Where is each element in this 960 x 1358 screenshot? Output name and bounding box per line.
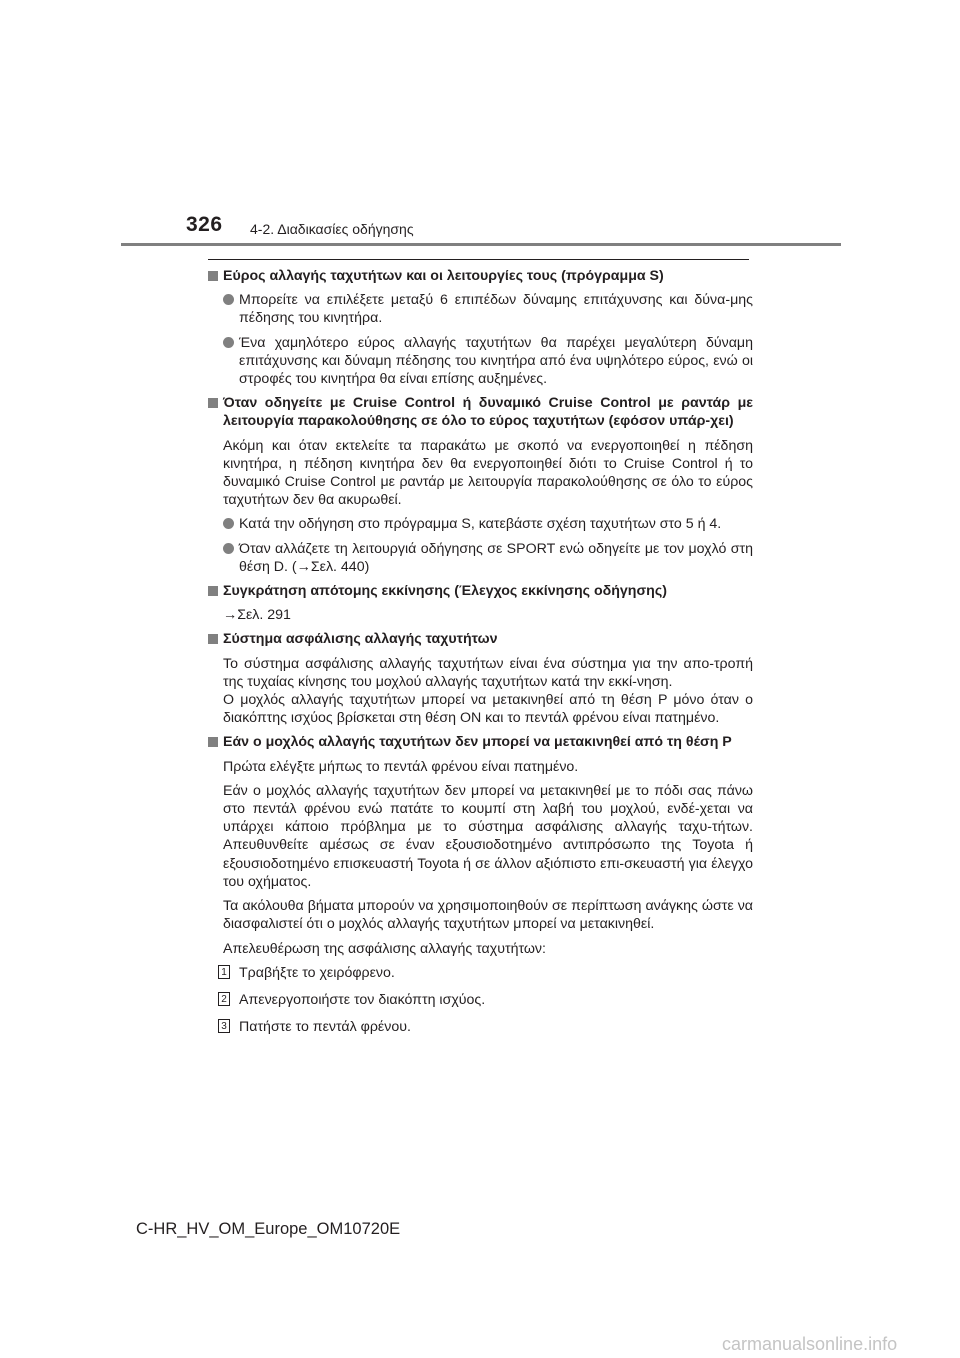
paragraph: Πρώτα ελέγξτε μήπως το πεντάλ φρένου είναι πατημένο. <box>223 758 579 775</box>
section-shift-lock <box>206 630 753 727</box>
circle-bullet-icon <box>223 294 234 305</box>
section-heading: Εύρος αλλαγής ταχυτήτων και οι λειτουργίες τους (πρόγραμμα S) <box>206 267 753 285</box>
section-heading: Όταν οδηγείτε με Cruise Control ή δυναμικό Cruise Control με ραντάρ με λειτουργία παρακολούθησης σε όλο το εύρος ταχυτήτων (εφόσον υπάρ-χει) <box>206 394 753 430</box>
paragraph: Τα ακόλουθα βήματα μπορούν να χρησιμοποιηθούν σε περίπτωση ανάγκης ώστε να διασφαλιστεί ότι ο μοχλός αλλαγής ταχυτήτων μπορεί να μετακινηθεί. <box>223 898 753 933</box>
header-divider <box>121 243 841 246</box>
page-reference: →Σελ. 291 <box>223 607 291 624</box>
step-item: 3 Πατήστε το πεντάλ φρένου. <box>206 1018 753 1036</box>
section-drive-start-control <box>206 582 753 624</box>
circle-bullet-icon <box>223 518 234 529</box>
page-number: 326 <box>186 213 223 236</box>
square-bullet-icon <box>208 271 218 281</box>
step-item: 1 Τραβήξτε το χειρόφρενο. <box>206 964 753 982</box>
paragraph: Το σύστημα ασφάλισης αλλαγής ταχυτήτων είναι ένα σύστημα για την απο-τροπή της τυχαίας κίνησης του μοχλού αλλαγής ταχυτήτων κατά την εκκί-νηση. <box>223 655 753 690</box>
section-heading: Σύστημα ασφάλισης αλλαγής ταχυτήτων <box>206 630 753 648</box>
bullet-item: Μπορείτε να επιλέξετε μεταξύ 6 επιπέδων δύναμης επιτάχυνσης και δύνα-μης πέδησης του κινητήρα. <box>206 291 753 327</box>
section-heading: Συγκράτηση απότομης εκκίνησης (Έλεγχος εκκίνησης οδήγησης) <box>206 582 753 600</box>
bullet-item: Ένα χαμηλότερο εύρος αλλαγής ταχυτήτων θα παρέχει μεγαλύτερη δύναμη επιτάχυνσης και δύναμη πέδησης του κινητήρα από ένα υψηλότερο εύρος, ενώ οι στροφές του κινητήρα θα είναι επίσης αυξημένες. <box>206 334 753 389</box>
content-divider <box>208 259 749 260</box>
paragraph: Απελευθέρωση της ασφάλισης αλλαγής ταχυτήτων: <box>223 940 546 957</box>
bullet-item: Κατά την οδήγηση στο πρόγραμμα S, κατεβάστε σχέση ταχυτήτων στο 5 ή 4. <box>206 515 753 533</box>
square-bullet-icon <box>208 398 218 408</box>
bullet-item: Όταν αλλάζετε τη λειτουργιά οδήγησης σε SPORT ενώ οδηγείτε με τον μοχλό στη θέση D. (→Σελ. 440) <box>206 540 753 576</box>
circle-bullet-icon <box>223 543 234 554</box>
section-shift-lever-stuck <box>206 733 753 1036</box>
square-bullet-icon <box>208 737 218 747</box>
square-bullet-icon <box>208 586 218 596</box>
watermark: carmanualsonline.info <box>722 1334 898 1354</box>
page-header <box>0 0 960 250</box>
paragraph: Εάν ο μοχλός αλλαγής ταχυτήτων δεν μπορεί να μετακινηθεί με το πόδι σας πάνω στο πεντάλ φρένου ενώ πατάτε το κουμπί στη λαβή του μοχλού, ενδέ-χεται να υπάρχει κάποιο πρόβλημα με το σύστημα ασφάλισης αλλαγής ταχυ-τήτων. Απευθυνθείτε αμέσως σε έναν εξουσιοδοτημένο αντιπρόσωπο της Toyota ή εξουσιοδοτημένο επισκευαστή Toyota ή σε άλλον αξιόπιστο επι-σκευαστή για έλεγχο του οχήματος. <box>223 782 753 890</box>
section-shift-range <box>206 267 753 388</box>
document-code: C-HR_HV_OM_Europe_OM10720E <box>136 1220 401 1238</box>
main-content <box>206 267 753 1045</box>
section-heading: Εάν ο μοχλός αλλαγής ταχυτήτων δεν μπορεί να μετακινηθεί από τη θέση P <box>206 733 753 751</box>
square-bullet-icon <box>208 634 218 644</box>
step-number-badge: 1 <box>218 965 230 979</box>
step-number-badge: 3 <box>218 1019 230 1033</box>
paragraph: Ο μοχλός αλλαγής ταχυτήτων μπορεί να μετακινηθεί από τη θέση P μόνο όταν ο διακόπτης ισχύος βρίσκεται στη θέση ON και το πεντάλ φρένου είναι πατημένο. <box>223 692 753 727</box>
step-item: 2 Απενεργοποιήστε τον διακόπτη ισχύος. <box>206 991 753 1009</box>
circle-bullet-icon <box>223 337 234 348</box>
paragraph: Ακόμη και όταν εκτελείτε τα παρακάτω με σκοπό να ενεργοποιηθεί η πέδηση κινητήρα, η πέδηση κινητήρα δεν θα ενεργοποιηθεί διότι το Cruise Control ή το δυναμικό Cruise Control με ραντάρ με λειτουργία παρακολούθησης σε όλο το εύρος ταχυτήτων δεν θα ακυρωθεί. <box>223 437 753 509</box>
section-cruise-control <box>206 394 753 576</box>
step-number-badge: 2 <box>218 992 230 1006</box>
section-title: 4-2. Διαδικασίες οδήγησης <box>250 221 414 237</box>
